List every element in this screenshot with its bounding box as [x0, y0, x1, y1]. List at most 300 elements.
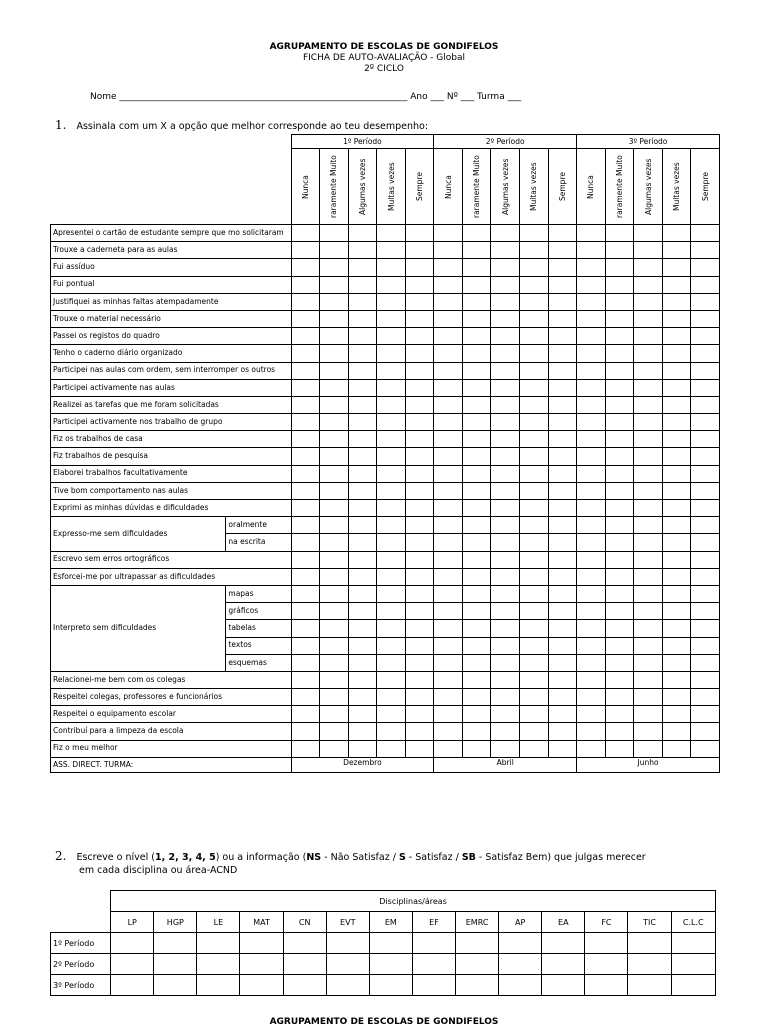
answer-cell[interactable]	[348, 500, 377, 517]
answer-cell[interactable]	[291, 396, 320, 413]
answer-cell[interactable]	[434, 448, 463, 465]
answer-cell[interactable]	[491, 585, 520, 602]
answer-cell[interactable]	[577, 534, 606, 551]
answer-cell[interactable]	[491, 310, 520, 327]
answer-cell[interactable]	[662, 551, 691, 568]
answer-cell[interactable]	[434, 431, 463, 448]
grade-cell[interactable]	[240, 975, 283, 996]
answer-cell[interactable]	[320, 465, 349, 482]
answer-cell[interactable]	[320, 431, 349, 448]
answer-cell[interactable]	[291, 465, 320, 482]
answer-cell[interactable]	[691, 225, 720, 242]
answer-cell[interactable]	[605, 689, 634, 706]
answer-cell[interactable]	[548, 689, 577, 706]
answer-cell[interactable]	[662, 293, 691, 310]
answer-cell[interactable]	[520, 379, 549, 396]
answer-cell[interactable]	[377, 379, 406, 396]
answer-cell[interactable]	[548, 654, 577, 671]
answer-cell[interactable]	[634, 448, 663, 465]
answer-cell[interactable]	[520, 362, 549, 379]
answer-cell[interactable]	[405, 534, 434, 551]
answer-cell[interactable]	[462, 242, 491, 259]
grade-cell[interactable]	[585, 975, 628, 996]
answer-cell[interactable]	[462, 671, 491, 688]
answer-cell[interactable]	[577, 620, 606, 637]
answer-cell[interactable]	[520, 637, 549, 654]
answer-cell[interactable]	[577, 551, 606, 568]
answer-cell[interactable]	[462, 293, 491, 310]
answer-cell[interactable]	[605, 637, 634, 654]
answer-cell[interactable]	[691, 689, 720, 706]
answer-cell[interactable]	[634, 671, 663, 688]
answer-cell[interactable]	[548, 276, 577, 293]
answer-cell[interactable]	[462, 603, 491, 620]
answer-cell[interactable]	[662, 310, 691, 327]
answer-cell[interactable]	[605, 293, 634, 310]
answer-cell[interactable]	[348, 482, 377, 499]
answer-cell[interactable]	[462, 500, 491, 517]
answer-cell[interactable]	[691, 620, 720, 637]
answer-cell[interactable]	[320, 242, 349, 259]
answer-cell[interactable]	[491, 689, 520, 706]
answer-cell[interactable]	[548, 500, 577, 517]
answer-cell[interactable]	[691, 345, 720, 362]
answer-cell[interactable]	[320, 310, 349, 327]
answer-cell[interactable]	[434, 740, 463, 757]
grade-cell[interactable]	[111, 975, 154, 996]
answer-cell[interactable]	[691, 259, 720, 276]
answer-cell[interactable]	[320, 448, 349, 465]
answer-cell[interactable]	[662, 585, 691, 602]
answer-cell[interactable]	[434, 259, 463, 276]
answer-cell[interactable]	[434, 620, 463, 637]
answer-cell[interactable]	[548, 517, 577, 534]
answer-cell[interactable]	[405, 671, 434, 688]
answer-cell[interactable]	[491, 345, 520, 362]
answer-cell[interactable]	[605, 740, 634, 757]
answer-cell[interactable]	[605, 345, 634, 362]
answer-cell[interactable]	[491, 620, 520, 637]
grade-cell[interactable]	[240, 933, 283, 954]
answer-cell[interactable]	[348, 310, 377, 327]
answer-cell[interactable]	[548, 620, 577, 637]
answer-cell[interactable]	[405, 396, 434, 413]
answer-cell[interactable]	[291, 242, 320, 259]
answer-cell[interactable]	[377, 225, 406, 242]
answer-cell[interactable]	[634, 259, 663, 276]
answer-cell[interactable]	[348, 362, 377, 379]
answer-cell[interactable]	[320, 620, 349, 637]
grade-cell[interactable]	[671, 933, 715, 954]
answer-cell[interactable]	[348, 345, 377, 362]
answer-cell[interactable]	[434, 706, 463, 723]
answer-cell[interactable]	[634, 706, 663, 723]
answer-cell[interactable]	[462, 345, 491, 362]
answer-cell[interactable]	[405, 517, 434, 534]
answer-cell[interactable]	[491, 465, 520, 482]
answer-cell[interactable]	[634, 225, 663, 242]
answer-cell[interactable]	[605, 414, 634, 431]
grade-cell[interactable]	[326, 933, 369, 954]
answer-cell[interactable]	[462, 620, 491, 637]
answer-cell[interactable]	[348, 706, 377, 723]
answer-cell[interactable]	[691, 740, 720, 757]
answer-cell[interactable]	[577, 482, 606, 499]
answer-cell[interactable]	[691, 585, 720, 602]
answer-cell[interactable]	[548, 603, 577, 620]
answer-cell[interactable]	[377, 242, 406, 259]
answer-cell[interactable]	[634, 637, 663, 654]
answer-cell[interactable]	[405, 603, 434, 620]
answer-cell[interactable]	[348, 379, 377, 396]
answer-cell[interactable]	[377, 345, 406, 362]
answer-cell[interactable]	[548, 310, 577, 327]
answer-cell[interactable]	[462, 585, 491, 602]
answer-cell[interactable]	[405, 259, 434, 276]
answer-cell[interactable]	[291, 740, 320, 757]
answer-cell[interactable]	[577, 276, 606, 293]
answer-cell[interactable]	[291, 517, 320, 534]
answer-cell[interactable]	[462, 740, 491, 757]
answer-cell[interactable]	[520, 603, 549, 620]
answer-cell[interactable]	[577, 603, 606, 620]
grade-cell[interactable]	[499, 954, 542, 975]
answer-cell[interactable]	[320, 534, 349, 551]
answer-cell[interactable]	[320, 328, 349, 345]
answer-cell[interactable]	[491, 654, 520, 671]
answer-cell[interactable]	[291, 637, 320, 654]
student-name-field[interactable]: Nome ________________________________________________________________ Ano ___ Nº ___ Turma ___	[90, 92, 522, 102]
answer-cell[interactable]	[520, 706, 549, 723]
answer-cell[interactable]	[405, 482, 434, 499]
answer-cell[interactable]	[405, 379, 434, 396]
answer-cell[interactable]	[462, 225, 491, 242]
answer-cell[interactable]	[605, 603, 634, 620]
answer-cell[interactable]	[548, 465, 577, 482]
answer-cell[interactable]	[520, 740, 549, 757]
answer-cell[interactable]	[320, 276, 349, 293]
answer-cell[interactable]	[634, 534, 663, 551]
answer-cell[interactable]	[577, 448, 606, 465]
answer-cell[interactable]	[405, 654, 434, 671]
answer-cell[interactable]	[577, 379, 606, 396]
answer-cell[interactable]	[662, 689, 691, 706]
answer-cell[interactable]	[691, 671, 720, 688]
answer-cell[interactable]	[662, 242, 691, 259]
answer-cell[interactable]	[320, 689, 349, 706]
answer-cell[interactable]	[491, 328, 520, 345]
answer-cell[interactable]	[462, 637, 491, 654]
answer-cell[interactable]	[662, 225, 691, 242]
answer-cell[interactable]	[548, 379, 577, 396]
grade-cell[interactable]	[197, 975, 240, 996]
answer-cell[interactable]	[691, 706, 720, 723]
answer-cell[interactable]	[691, 242, 720, 259]
answer-cell[interactable]	[548, 706, 577, 723]
answer-cell[interactable]	[291, 345, 320, 362]
answer-cell[interactable]	[405, 706, 434, 723]
answer-cell[interactable]	[348, 534, 377, 551]
answer-cell[interactable]	[577, 689, 606, 706]
answer-cell[interactable]	[634, 500, 663, 517]
grade-cell[interactable]	[412, 933, 455, 954]
grade-cell[interactable]	[628, 954, 671, 975]
answer-cell[interactable]	[348, 448, 377, 465]
answer-cell[interactable]	[291, 534, 320, 551]
answer-cell[interactable]	[577, 259, 606, 276]
answer-cell[interactable]	[605, 654, 634, 671]
answer-cell[interactable]	[662, 431, 691, 448]
answer-cell[interactable]	[577, 637, 606, 654]
answer-cell[interactable]	[691, 723, 720, 740]
answer-cell[interactable]	[462, 448, 491, 465]
grade-cell[interactable]	[197, 954, 240, 975]
answer-cell[interactable]	[405, 362, 434, 379]
answer-cell[interactable]	[320, 362, 349, 379]
answer-cell[interactable]	[491, 671, 520, 688]
answer-cell[interactable]	[634, 603, 663, 620]
answer-cell[interactable]	[577, 723, 606, 740]
answer-cell[interactable]	[605, 448, 634, 465]
answer-cell[interactable]	[434, 310, 463, 327]
answer-cell[interactable]	[377, 671, 406, 688]
answer-cell[interactable]	[291, 654, 320, 671]
answer-cell[interactable]	[634, 379, 663, 396]
answer-cell[interactable]	[605, 671, 634, 688]
answer-cell[interactable]	[577, 706, 606, 723]
answer-cell[interactable]	[491, 603, 520, 620]
answer-cell[interactable]	[377, 620, 406, 637]
answer-cell[interactable]	[377, 706, 406, 723]
answer-cell[interactable]	[577, 293, 606, 310]
answer-cell[interactable]	[691, 603, 720, 620]
answer-cell[interactable]	[320, 671, 349, 688]
answer-cell[interactable]	[605, 379, 634, 396]
answer-cell[interactable]	[320, 603, 349, 620]
answer-cell[interactable]	[320, 225, 349, 242]
answer-cell[interactable]	[662, 706, 691, 723]
answer-cell[interactable]	[291, 448, 320, 465]
answer-cell[interactable]	[320, 568, 349, 585]
answer-cell[interactable]	[348, 431, 377, 448]
answer-cell[interactable]	[462, 551, 491, 568]
answer-cell[interactable]	[605, 276, 634, 293]
grade-cell[interactable]	[111, 933, 154, 954]
answer-cell[interactable]	[605, 396, 634, 413]
answer-cell[interactable]	[348, 671, 377, 688]
answer-cell[interactable]	[462, 482, 491, 499]
answer-cell[interactable]	[405, 551, 434, 568]
answer-cell[interactable]	[634, 517, 663, 534]
answer-cell[interactable]	[348, 225, 377, 242]
answer-cell[interactable]	[662, 482, 691, 499]
answer-cell[interactable]	[434, 654, 463, 671]
answer-cell[interactable]	[377, 500, 406, 517]
answer-cell[interactable]	[691, 465, 720, 482]
answer-cell[interactable]	[434, 551, 463, 568]
answer-cell[interactable]	[691, 431, 720, 448]
answer-cell[interactable]	[605, 706, 634, 723]
answer-cell[interactable]	[462, 706, 491, 723]
answer-cell[interactable]	[462, 723, 491, 740]
answer-cell[interactable]	[320, 706, 349, 723]
answer-cell[interactable]	[691, 654, 720, 671]
answer-cell[interactable]	[377, 723, 406, 740]
answer-cell[interactable]	[348, 689, 377, 706]
answer-cell[interactable]	[634, 242, 663, 259]
answer-cell[interactable]	[634, 293, 663, 310]
answer-cell[interactable]	[405, 276, 434, 293]
answer-cell[interactable]	[548, 345, 577, 362]
answer-cell[interactable]	[348, 259, 377, 276]
answer-cell[interactable]	[605, 362, 634, 379]
answer-cell[interactable]	[348, 568, 377, 585]
answer-cell[interactable]	[577, 465, 606, 482]
answer-cell[interactable]	[291, 620, 320, 637]
answer-cell[interactable]	[577, 654, 606, 671]
answer-cell[interactable]	[548, 293, 577, 310]
grade-cell[interactable]	[456, 933, 499, 954]
answer-cell[interactable]	[662, 448, 691, 465]
grade-cell[interactable]	[283, 933, 326, 954]
answer-cell[interactable]	[434, 242, 463, 259]
answer-cell[interactable]	[662, 465, 691, 482]
answer-cell[interactable]	[434, 637, 463, 654]
answer-cell[interactable]	[634, 345, 663, 362]
answer-cell[interactable]	[577, 500, 606, 517]
answer-cell[interactable]	[291, 431, 320, 448]
answer-cell[interactable]	[662, 620, 691, 637]
answer-cell[interactable]	[320, 293, 349, 310]
grade-cell[interactable]	[326, 975, 369, 996]
answer-cell[interactable]	[605, 585, 634, 602]
answer-cell[interactable]	[662, 259, 691, 276]
answer-cell[interactable]	[348, 585, 377, 602]
answer-cell[interactable]	[377, 293, 406, 310]
answer-cell[interactable]	[605, 225, 634, 242]
answer-cell[interactable]	[434, 517, 463, 534]
grade-cell[interactable]	[412, 975, 455, 996]
answer-cell[interactable]	[320, 517, 349, 534]
answer-cell[interactable]	[434, 465, 463, 482]
answer-cell[interactable]	[634, 310, 663, 327]
answer-cell[interactable]	[434, 225, 463, 242]
answer-cell[interactable]	[377, 362, 406, 379]
answer-cell[interactable]	[405, 723, 434, 740]
answer-cell[interactable]	[691, 637, 720, 654]
answer-cell[interactable]	[377, 259, 406, 276]
answer-cell[interactable]	[577, 740, 606, 757]
answer-cell[interactable]	[462, 654, 491, 671]
answer-cell[interactable]	[405, 620, 434, 637]
answer-cell[interactable]	[434, 345, 463, 362]
answer-cell[interactable]	[377, 465, 406, 482]
answer-cell[interactable]	[291, 225, 320, 242]
answer-cell[interactable]	[462, 362, 491, 379]
answer-cell[interactable]	[605, 551, 634, 568]
answer-cell[interactable]	[662, 637, 691, 654]
answer-cell[interactable]	[491, 414, 520, 431]
answer-cell[interactable]	[520, 396, 549, 413]
answer-cell[interactable]	[405, 242, 434, 259]
answer-cell[interactable]	[605, 534, 634, 551]
answer-cell[interactable]	[577, 671, 606, 688]
answer-cell[interactable]	[662, 723, 691, 740]
answer-cell[interactable]	[520, 551, 549, 568]
answer-cell[interactable]	[662, 568, 691, 585]
answer-cell[interactable]	[405, 585, 434, 602]
answer-cell[interactable]	[348, 276, 377, 293]
answer-cell[interactable]	[434, 671, 463, 688]
grade-cell[interactable]	[111, 954, 154, 975]
answer-cell[interactable]	[691, 448, 720, 465]
answer-cell[interactable]	[634, 396, 663, 413]
answer-cell[interactable]	[320, 414, 349, 431]
answer-cell[interactable]	[491, 517, 520, 534]
signature-cell-june[interactable]: Junho	[577, 757, 720, 772]
answer-cell[interactable]	[577, 431, 606, 448]
answer-cell[interactable]	[291, 585, 320, 602]
grade-cell[interactable]	[456, 975, 499, 996]
answer-cell[interactable]	[548, 396, 577, 413]
answer-cell[interactable]	[577, 328, 606, 345]
answer-cell[interactable]	[662, 603, 691, 620]
answer-cell[interactable]	[634, 740, 663, 757]
answer-cell[interactable]	[434, 534, 463, 551]
answer-cell[interactable]	[377, 328, 406, 345]
answer-cell[interactable]	[548, 723, 577, 740]
answer-cell[interactable]	[548, 637, 577, 654]
answer-cell[interactable]	[348, 328, 377, 345]
answer-cell[interactable]	[520, 671, 549, 688]
answer-cell[interactable]	[491, 448, 520, 465]
answer-cell[interactable]	[634, 276, 663, 293]
answer-cell[interactable]	[691, 293, 720, 310]
answer-cell[interactable]	[377, 568, 406, 585]
answer-cell[interactable]	[434, 362, 463, 379]
answer-cell[interactable]	[462, 396, 491, 413]
answer-cell[interactable]	[548, 414, 577, 431]
answer-cell[interactable]	[291, 293, 320, 310]
answer-cell[interactable]	[291, 689, 320, 706]
answer-cell[interactable]	[291, 723, 320, 740]
answer-cell[interactable]	[377, 431, 406, 448]
answer-cell[interactable]	[462, 310, 491, 327]
answer-cell[interactable]	[291, 259, 320, 276]
answer-cell[interactable]	[662, 517, 691, 534]
answer-cell[interactable]	[662, 362, 691, 379]
answer-cell[interactable]	[320, 379, 349, 396]
answer-cell[interactable]	[691, 414, 720, 431]
grade-cell[interactable]	[240, 954, 283, 975]
answer-cell[interactable]	[605, 242, 634, 259]
answer-cell[interactable]	[548, 448, 577, 465]
answer-cell[interactable]	[405, 500, 434, 517]
answer-cell[interactable]	[691, 328, 720, 345]
answer-cell[interactable]	[462, 276, 491, 293]
answer-cell[interactable]	[291, 482, 320, 499]
answer-cell[interactable]	[605, 259, 634, 276]
answer-cell[interactable]	[405, 465, 434, 482]
answer-cell[interactable]	[320, 396, 349, 413]
grade-cell[interactable]	[154, 933, 197, 954]
answer-cell[interactable]	[520, 345, 549, 362]
answer-cell[interactable]	[405, 310, 434, 327]
answer-cell[interactable]	[634, 328, 663, 345]
answer-cell[interactable]	[291, 379, 320, 396]
answer-cell[interactable]	[348, 242, 377, 259]
answer-cell[interactable]	[291, 362, 320, 379]
